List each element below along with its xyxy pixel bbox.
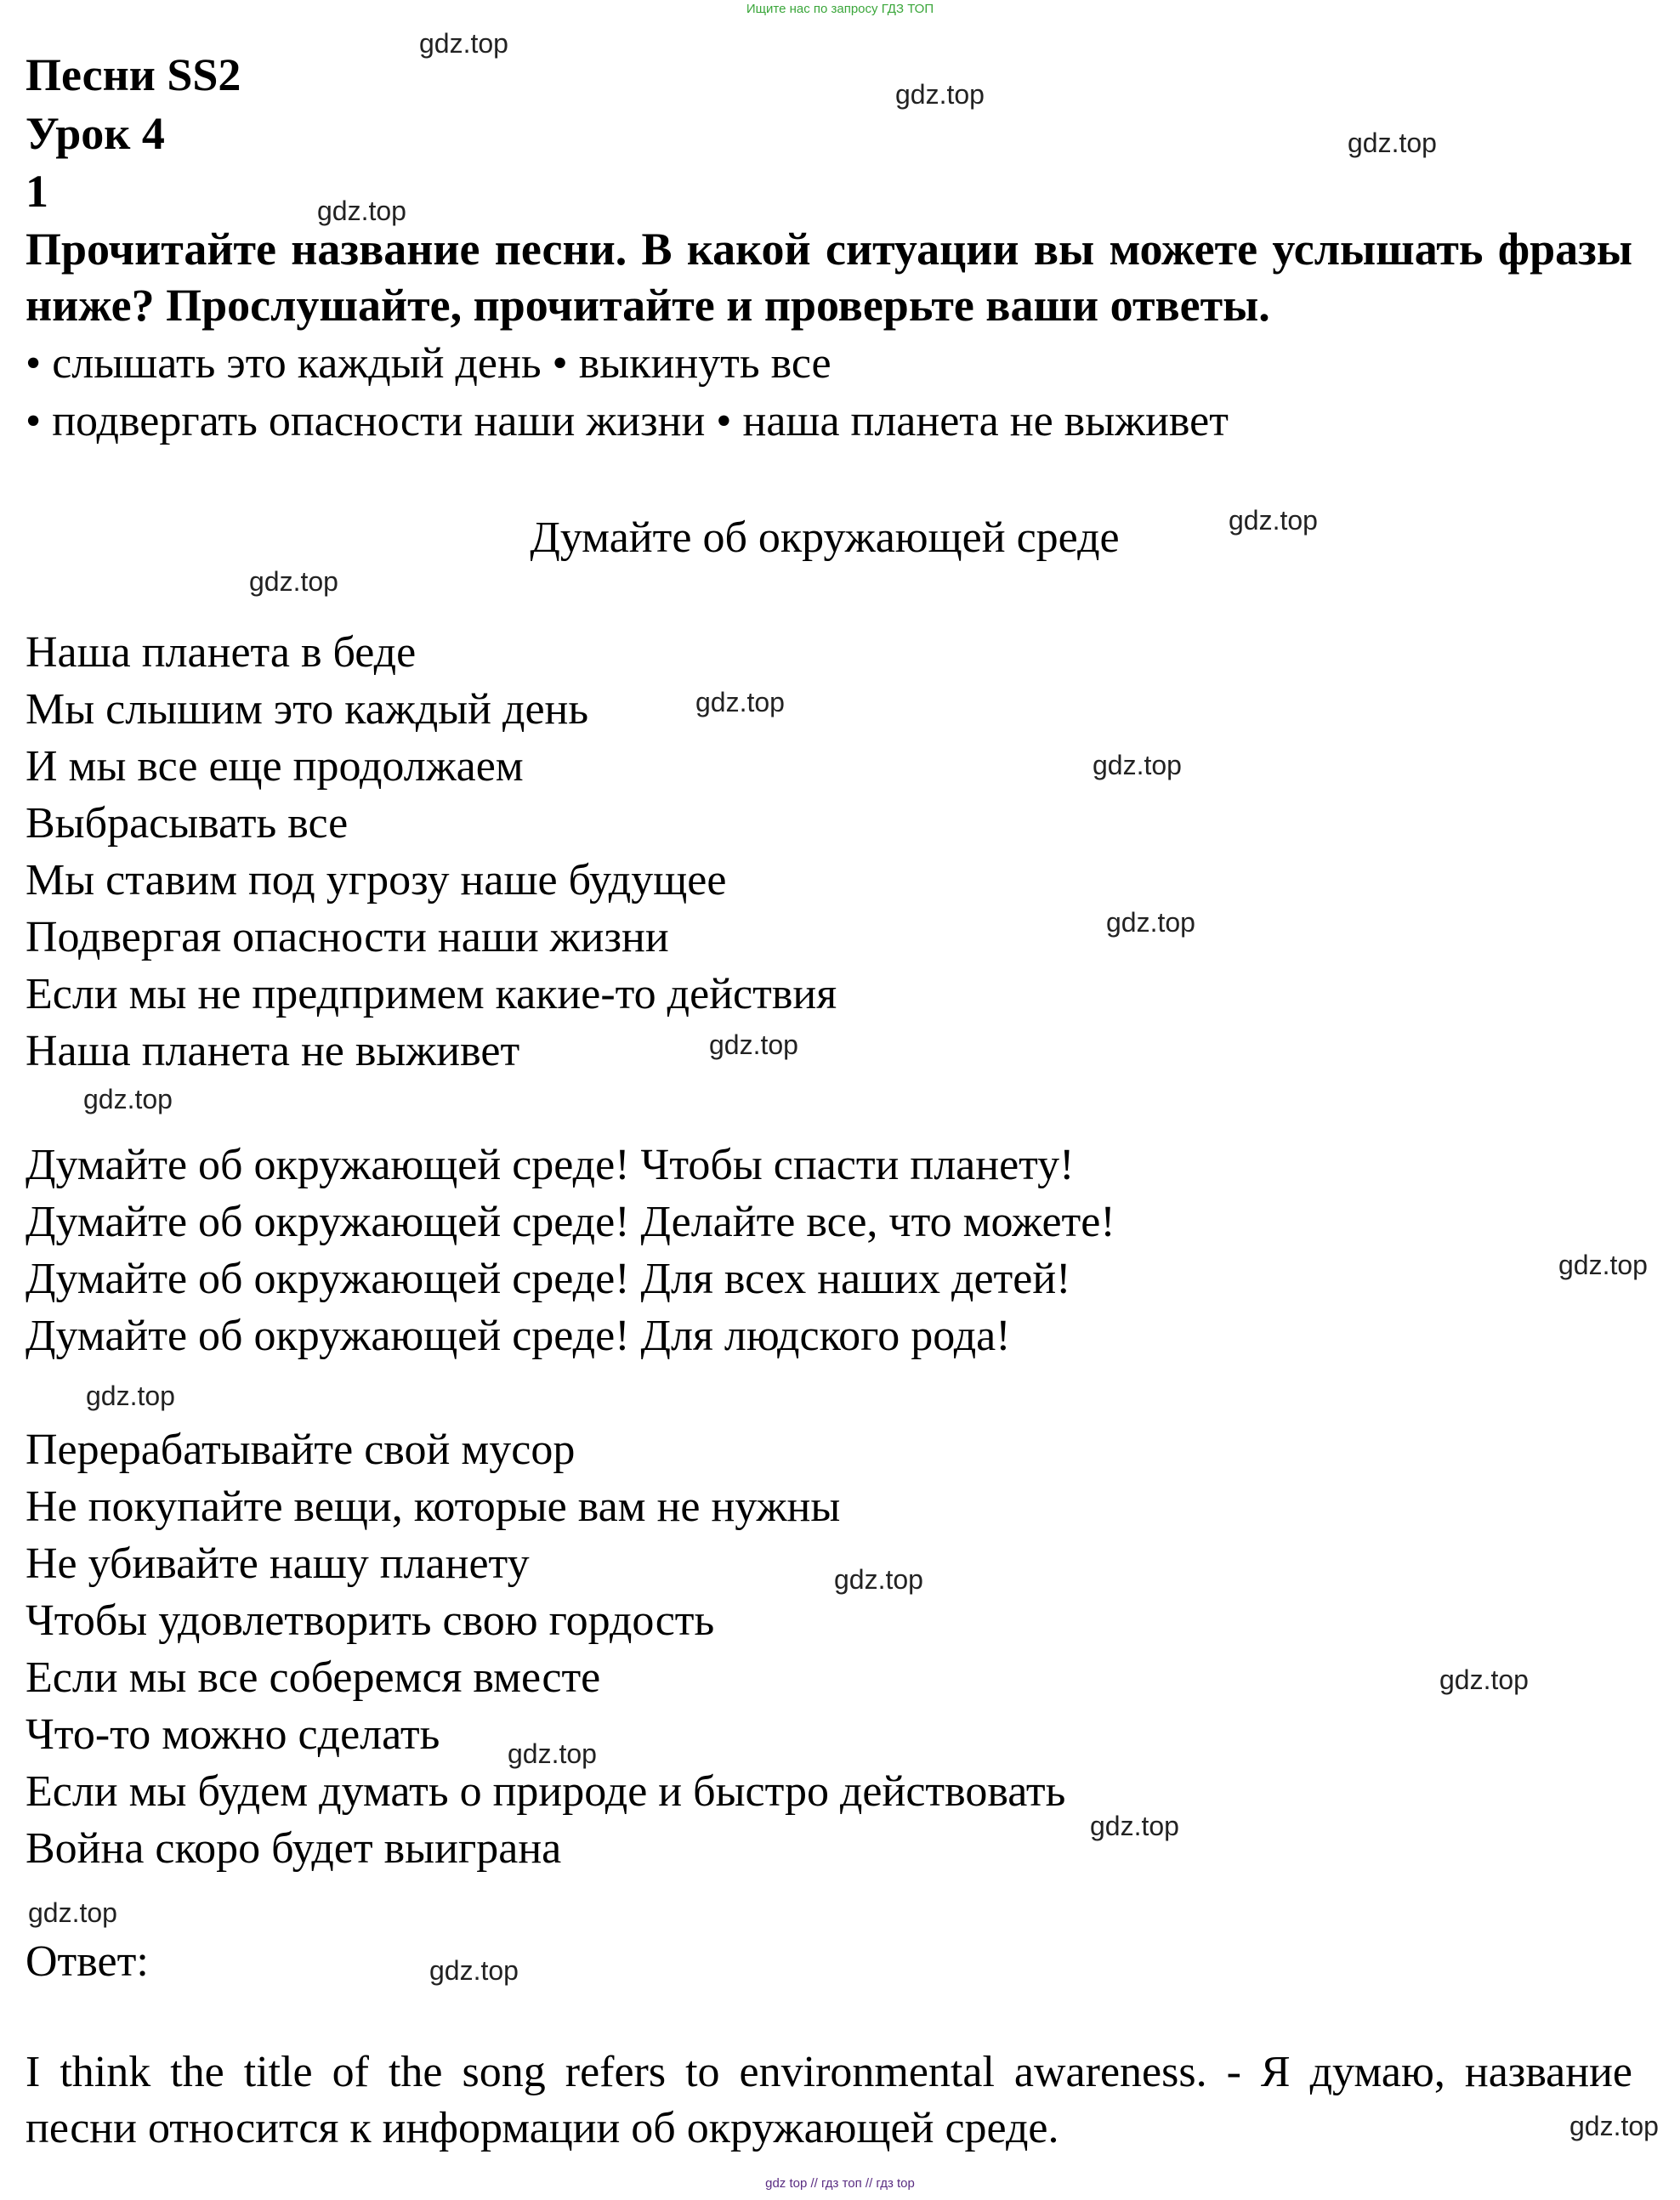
lyric-line: Мы слышим это каждый день: [26, 685, 589, 734]
watermark: gdz.top: [1106, 907, 1195, 938]
watermark: gdz.top: [419, 28, 508, 59]
watermark: gdz.top: [1093, 750, 1182, 780]
top-banner: Ищите нас по запросу ГДЗ ТОП: [746, 2, 934, 16]
lyric-line: Если мы все соберемся вместе: [26, 1653, 601, 1702]
watermark: gdz.top: [1090, 1811, 1179, 1841]
lyric-line: Мы ставим под угрозу наше будущее: [26, 856, 727, 904]
watermark: gdz.top: [1348, 128, 1437, 158]
watermark: gdz.top: [317, 196, 406, 226]
watermark: gdz.top: [709, 1029, 798, 1060]
lyric-line: Чтобы удовлетворить свою гордость: [26, 1596, 715, 1645]
watermark: gdz.top: [695, 687, 785, 717]
lyric-line: Война скоро будет выиграна: [26, 1824, 562, 1873]
exercise-number: 1: [26, 166, 48, 217]
watermark: gdz.top: [28, 1897, 117, 1928]
task-instruction: Прочитайте название песни. В какой ситуации вы можете услышать фразы ниже? Прослушайте, прочитайте и проверьте ваши ответы.: [26, 224, 1632, 331]
answer-text: I think the title of the song refers to environmental awareness. - Я думаю, название песни относится к информации об окружающей среде.: [26, 2048, 1632, 2152]
footer: gdz top // гдз топ // гдз top: [765, 2176, 915, 2191]
lesson-heading: Урок 4: [26, 108, 165, 159]
lyric-line: Наша планета не выживет: [26, 1027, 520, 1075]
watermark: gdz.top: [1558, 1250, 1648, 1280]
watermark: gdz.top: [86, 1381, 175, 1411]
page-title: Песни SS2: [26, 49, 241, 100]
watermark: gdz.top: [429, 1955, 519, 1986]
lyric-line: Не убивайте нашу планету: [26, 1539, 530, 1588]
lyric-line: Перерабатывайте свой мусор: [26, 1426, 576, 1474]
task-bullet-line: • слышать это каждый день • выкинуть все: [26, 339, 831, 388]
lyric-line: Подвергая опасности наши жизни: [26, 913, 669, 961]
lyric-line: Не покупайте вещи, которые вам не нужны: [26, 1483, 841, 1531]
watermark: gdz.top: [249, 566, 338, 597]
watermark: gdz.top: [895, 79, 985, 110]
lyric-line: Выбрасывать все: [26, 799, 349, 848]
chorus-line: Думайте об окружающей среде! Для всех наших детей!: [26, 1255, 1071, 1303]
lyric-line: Если мы не предпримем какие-то действия: [26, 970, 837, 1018]
watermark: gdz.top: [1569, 2111, 1659, 2141]
watermark: gdz.top: [1229, 505, 1318, 536]
lyric-line: Если мы будем думать о природе и быстро действовать: [26, 1767, 1066, 1816]
watermark: gdz.top: [508, 1738, 597, 1769]
lyric-line: Наша планета в беде: [26, 628, 417, 677]
chorus-line: Думайте об окружающей среде! Делайте все, что можете!: [26, 1198, 1115, 1246]
song-title: Думайте об окружающей среде: [530, 513, 1120, 562]
task-bullet-line: • подвергать опасности наши жизни • наша планета не выживет: [26, 397, 1229, 445]
watermark: gdz.top: [1439, 1664, 1529, 1695]
chorus-line: Думайте об окружающей среде! Чтобы спасти планету!: [26, 1141, 1075, 1189]
chorus-line: Думайте об окружающей среде! Для людского рода!: [26, 1312, 1011, 1360]
answer-label: Ответ:: [26, 1937, 149, 1986]
lyric-line: И мы все еще продолжаем: [26, 742, 524, 791]
lyric-line: Что-то можно сделать: [26, 1710, 440, 1759]
watermark: gdz.top: [834, 1564, 923, 1595]
watermark: gdz.top: [83, 1084, 173, 1114]
